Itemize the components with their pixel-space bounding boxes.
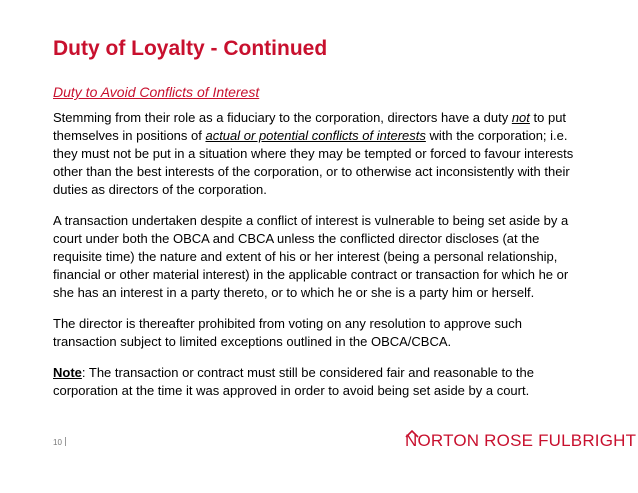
page-number-text: 10 (53, 438, 62, 447)
slide-body (53, 109, 586, 413)
slide-title: Duty of Loyalty - Continued (53, 37, 328, 60)
paragraph-duty-text-3: with the corporation; i.e. they must not be put in a situation where they may be tempted or forced to favour interests other than the best interests of the corporation, or to otherwise act inconsistently with their duties as directors of the corporation. (53, 128, 574, 197)
emphasis-conflicts: actual or potential conflicts of interests (205, 128, 426, 143)
emphasis-not: not (511, 110, 530, 125)
logo-text: NORTON ROSE FULBRIGHT (405, 431, 637, 450)
note-label: Note (53, 365, 82, 380)
paragraph-duty-text-2: to put themselves in positions of (53, 110, 567, 143)
slide-subtitle: Duty to Avoid Conflicts of Interest (53, 84, 260, 100)
paragraph-duty (53, 109, 586, 199)
page-number (53, 437, 66, 447)
note-text: : The transaction or contract must still be considered fair and reasonable to the corporation at the time it was approved in order to avoid being set aside by a court. (53, 365, 535, 398)
paragraph-transaction: A transaction undertaken despite a conflict of interest is vulnerable to being set aside by a court under both the OBCA and CBCA unless the conflicted director discloses (at the requisite time) the nature and extent of his or her interest (being a personal relationship, financial or other material interest) in the applicable contract or transaction for which he or she has an interest in a party thereto, or to which he or she is a party him or herself. (53, 213, 569, 300)
page-number-divider (65, 437, 66, 446)
paragraph-duty-text-1: Stemming from their role as a fiduciary to the corporation, directors have a duty (53, 110, 512, 125)
paragraph-note (53, 364, 586, 400)
paragraph-voting: The director is thereafter prohibited from voting on any resolution to approve such transaction subject to limited exceptions outlined in the OBCA/CBCA. (53, 316, 522, 349)
